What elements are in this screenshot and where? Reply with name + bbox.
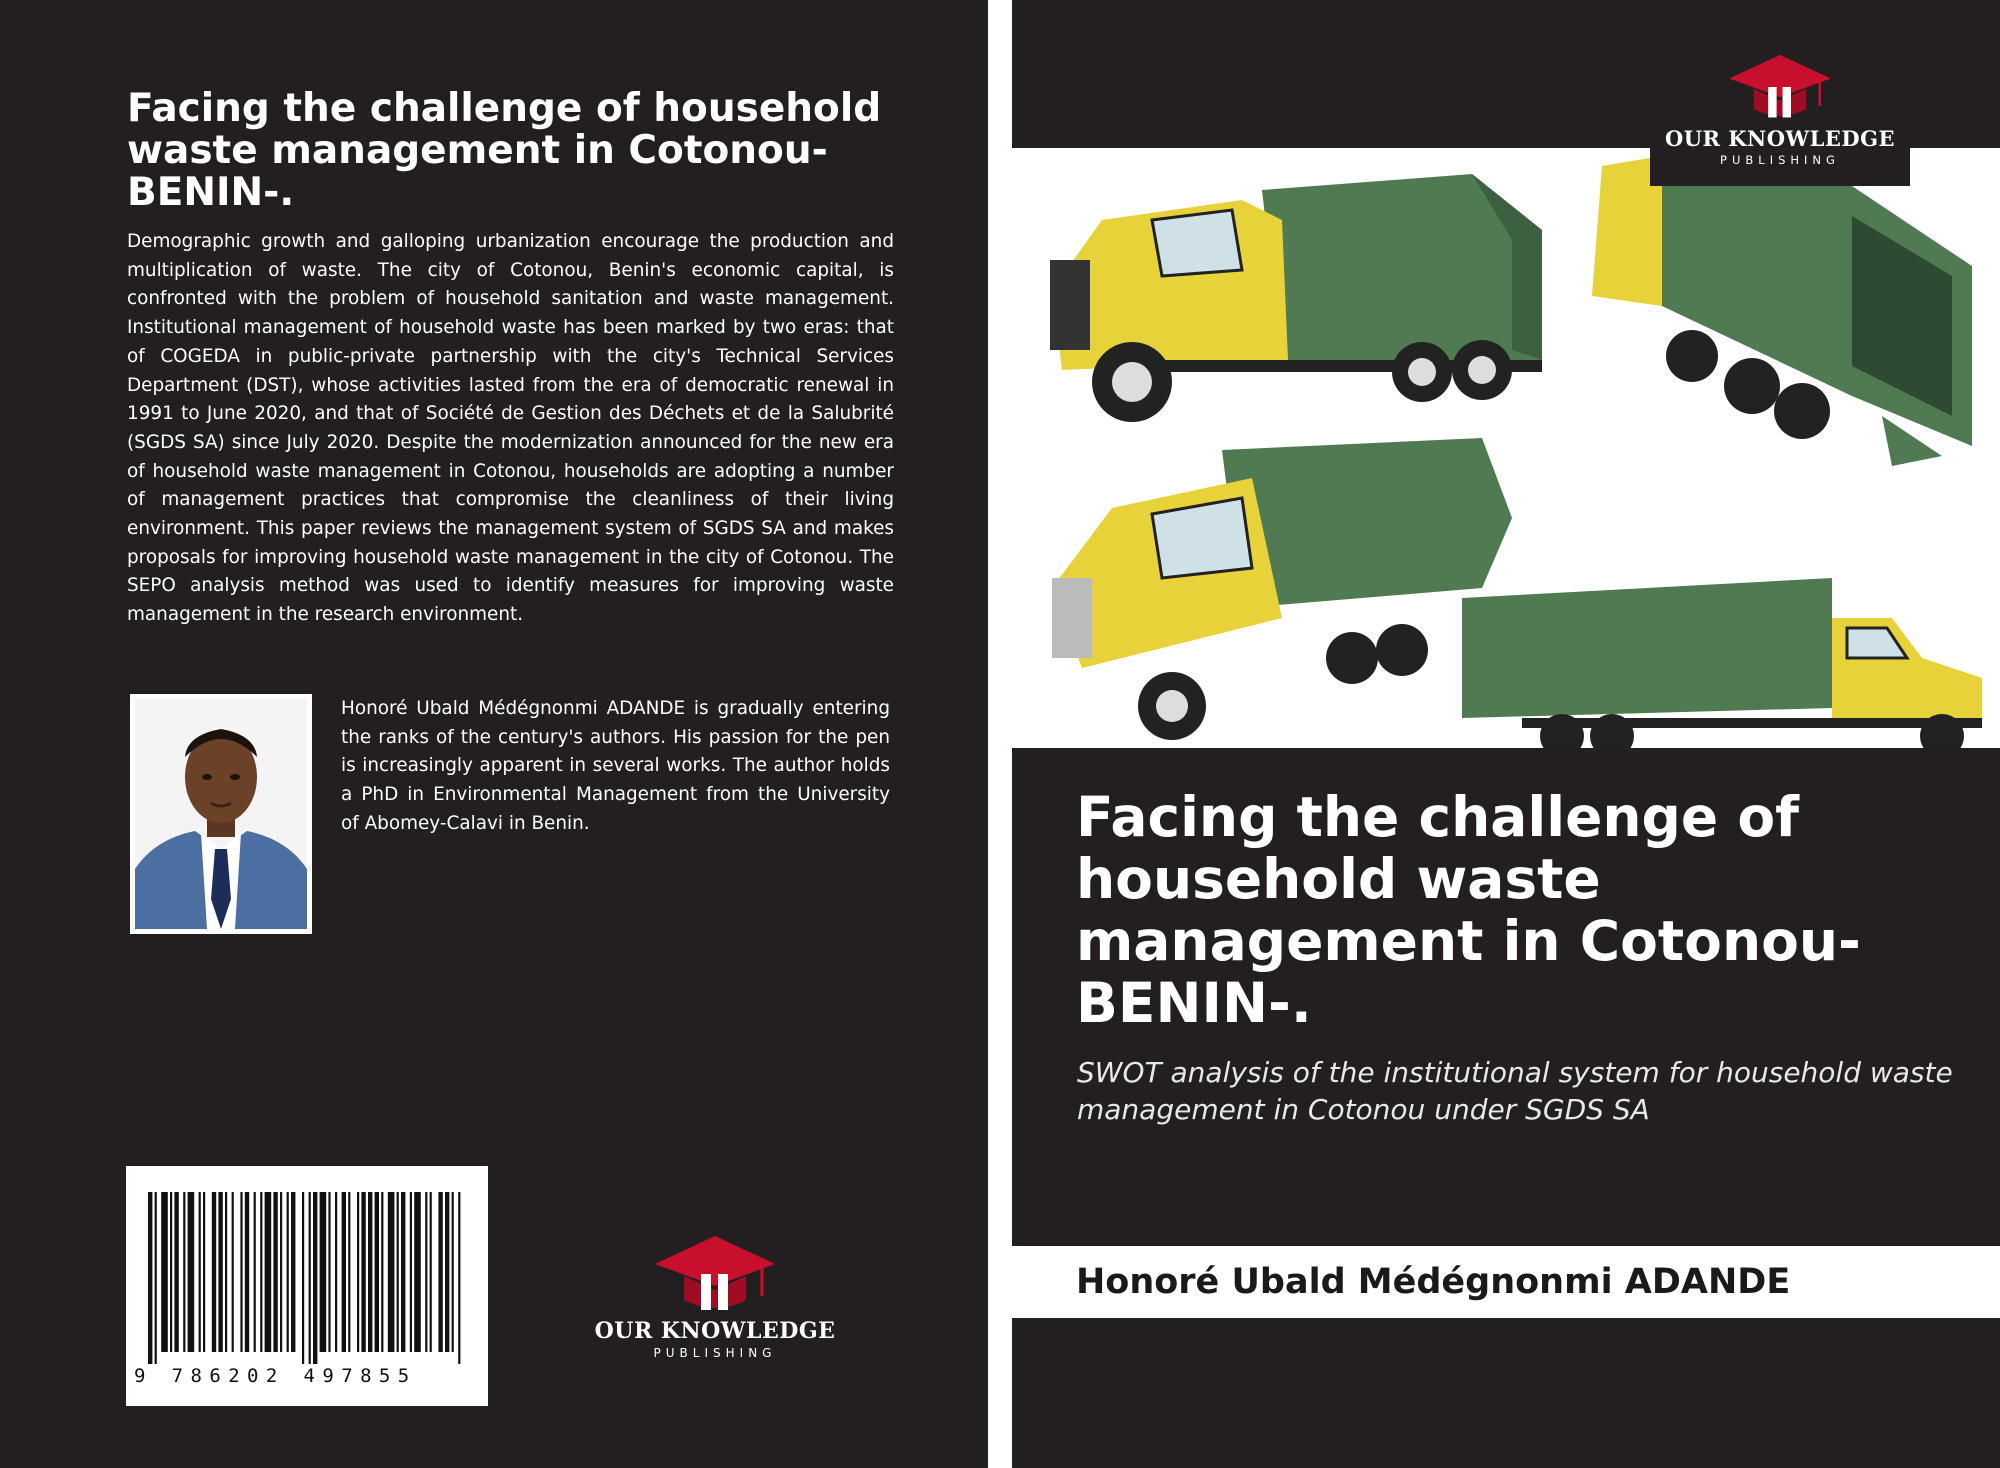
spine-gap xyxy=(988,0,1012,1468)
barcode-bar xyxy=(232,1192,234,1352)
front-publisher-logo xyxy=(1650,52,1910,186)
back-publisher-logo xyxy=(590,1234,840,1360)
front-cover-subtitle: SWOT analysis of the institutional system for household waste management in Cotonou under SGDS SA xyxy=(1077,1056,1953,1126)
front-cover-title: Facing the challenge of household waste management in Cotonou-BENIN-. xyxy=(1076,785,1861,1035)
barcode-bar xyxy=(254,1192,256,1352)
isbn-digits: 9 786202 497855 xyxy=(134,1365,417,1387)
barcode-bar xyxy=(170,1192,172,1352)
barcode-bar xyxy=(273,1192,277,1352)
barcode-bar xyxy=(188,1192,195,1352)
barcode-bar xyxy=(401,1192,405,1352)
barcode-bar xyxy=(388,1192,395,1352)
author-photo xyxy=(130,694,312,934)
barcode-bar xyxy=(148,1192,152,1364)
barcode-bar xyxy=(410,1192,412,1352)
barcode-bar xyxy=(155,1192,157,1364)
barcode-bar xyxy=(375,1192,379,1352)
publisher-name: OUR KNOWLEDGE xyxy=(1664,126,1896,151)
barcode-bar xyxy=(225,1192,227,1352)
barcode-bar xyxy=(458,1192,460,1364)
author-bio: Honoré Ubald Médégnonmi ADANDE is gradually entering the ranks of the century's authors. His passion for the pen is increasingly apparent in several works. The author holds a PhD in Environmental Management from the University of Abomey-Calavi in Benin. xyxy=(341,698,890,834)
back-cover-title: Facing the challenge of household waste management in Cotonou-BENIN-. xyxy=(127,86,882,215)
barcode-bar xyxy=(183,1192,185,1352)
barcode-bar xyxy=(357,1192,359,1352)
mortarboard-icon xyxy=(650,1234,780,1314)
author-portrait-image xyxy=(135,699,307,929)
barcode-bars xyxy=(148,1192,466,1364)
back-cover-blurb: Demographic growth and galloping urbanization encourage the production and multiplication of waste. The city of Cotonou, Benin's economic capital, is confronted with the problem of household sanitation and waste management. Institutional management of household waste has been marked by two eras: that of COGEDA in public-private partnership with the city's Technical Services Department (DST), whose activities lasted from the era of democratic renewal in 1991 to June 2020, and that of Société de Gestion des Déchets et de la Salubrité (SGDS SA) since July 2020. Despite the modernization announced for the new era of household waste management in Cotonou, households are adopting a number of management practices that compromise the cleanliness of their living environment. This paper reviews the management system of SGDS SA and makes proposals for improving household waste management in the city of Cotonou. The SEPO analysis method was used to identify measures for improving waste management in the research environment. xyxy=(127,231,894,626)
barcode-bar xyxy=(199,1192,201,1352)
barcode-bar xyxy=(218,1192,222,1352)
barcode-bar xyxy=(212,1192,216,1352)
barcode-bar xyxy=(445,1192,449,1352)
truck-illustration xyxy=(1462,578,1982,748)
truck-illustration xyxy=(1592,156,1972,466)
barcode-bar xyxy=(430,1192,432,1352)
barcode-bar xyxy=(452,1192,454,1352)
truck-illustration xyxy=(1050,174,1542,422)
barcode-bar xyxy=(240,1192,242,1352)
garbage-trucks-image xyxy=(1012,148,2000,748)
barcode-bar xyxy=(381,1192,383,1352)
barcode-bar xyxy=(161,1192,168,1352)
barcode-bar xyxy=(438,1192,442,1352)
barcode-bar xyxy=(342,1192,346,1352)
publisher-sub: PUBLISHING xyxy=(1720,153,1840,167)
barcode-bar xyxy=(414,1192,421,1352)
barcode-bar xyxy=(280,1192,282,1352)
isbn-barcode xyxy=(126,1166,488,1406)
barcode-bar xyxy=(348,1192,350,1352)
barcode-bar xyxy=(302,1192,304,1364)
barcode-bar xyxy=(313,1192,317,1364)
publisher-sub: PUBLISHING xyxy=(653,1346,777,1360)
barcode-bar xyxy=(287,1192,289,1352)
barcode-bar xyxy=(320,1192,327,1352)
barcode-bar xyxy=(368,1192,372,1352)
barcode-bar xyxy=(309,1192,311,1364)
mortarboard-icon xyxy=(1725,52,1835,122)
cover-illustration xyxy=(1012,148,2000,748)
front-cover-bottom-band xyxy=(1012,1318,2000,1468)
truck-illustration xyxy=(1052,438,1512,740)
barcode-bar xyxy=(265,1192,272,1352)
front-cover-author: Honoré Ubald Médégnonmi ADANDE xyxy=(1076,1262,1791,1302)
barcode-bar xyxy=(328,1192,330,1352)
barcode-bar xyxy=(174,1192,178,1352)
barcode-bar xyxy=(397,1192,399,1352)
barcode-bar xyxy=(425,1192,427,1352)
barcode-bar xyxy=(335,1192,337,1352)
barcode-bar xyxy=(245,1192,249,1352)
barcode-bar xyxy=(291,1192,295,1352)
barcode-bar xyxy=(361,1192,365,1352)
barcode-bar xyxy=(260,1192,262,1352)
publisher-name: OUR KNOWLEDGE xyxy=(594,1318,836,1344)
barcode-bar xyxy=(203,1192,205,1352)
